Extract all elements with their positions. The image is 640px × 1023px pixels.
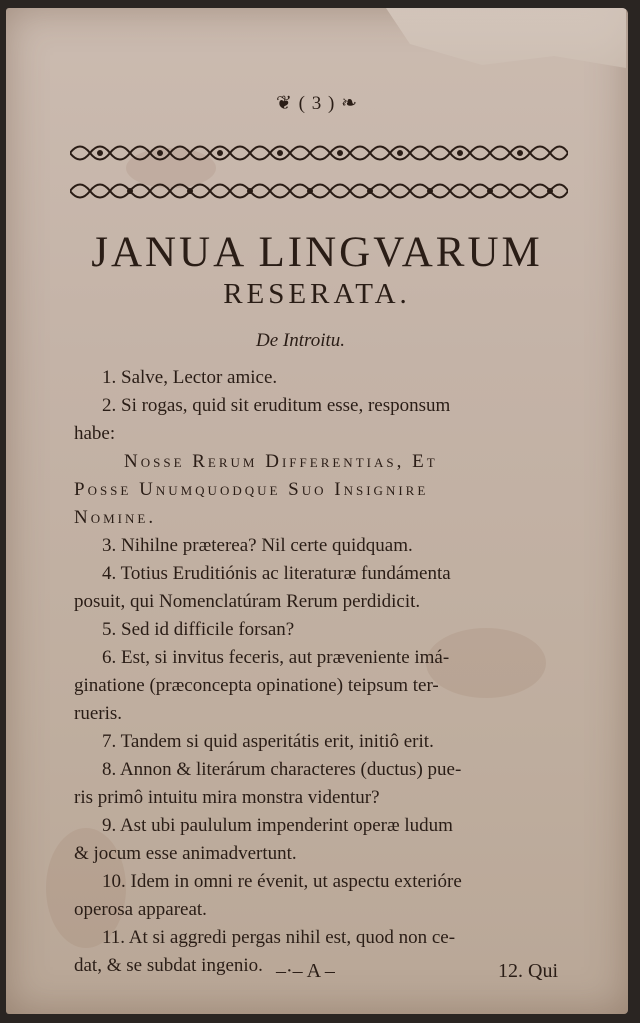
page-number-text: ( 3 ) [298, 93, 336, 114]
text-line: Posse Unumquodque Suo Insignire [74, 479, 429, 500]
text-line: 2. Si rogas, quid sit eruditum esse, responsum [102, 395, 451, 416]
text-line: posuit, qui Nomenclatúram Rerum perdidicit. [74, 591, 421, 612]
text-line: operosa appareat. [74, 899, 207, 920]
text-body [74, 364, 574, 980]
text-line: 7. Tandem si quid asperitátis erit, initiô erit. [102, 731, 434, 752]
ornament-band-top [70, 138, 568, 168]
text-line: 4. Totius Eruditiónis ac literaturæ fundámenta [102, 563, 451, 584]
section-heading: De Introitu. [256, 330, 346, 351]
text-line: 5. Sed id difficile forsan? [102, 619, 295, 640]
fleuron-left-icon: ❦ [276, 93, 299, 114]
text-line: 9. Ast ubi paululum impenderint operæ ludum [102, 815, 453, 836]
torn-corner [386, 8, 626, 68]
page-number [6, 92, 628, 115]
text-line: dat, & se subdat ingenio. [74, 955, 263, 976]
signature-mark [276, 960, 335, 983]
catchword: 12. Qui [498, 960, 558, 982]
text-line: 11. At si aggredi pergas nihil est, quod non ce- [102, 927, 456, 948]
fleuron-right-icon: ❧ [335, 93, 358, 114]
text-line: 10. Idem in omni re évenit, ut aspectu exterióre [102, 871, 462, 892]
text-line: ginatione (præconcepta opinatione) teipsum ter- [74, 675, 439, 696]
page-title: JANUA LINGVARUM [91, 229, 543, 276]
text-line: 6. Est, si invitus feceris, aut præveniente imá- [102, 647, 450, 668]
text-line: habe: [74, 423, 116, 444]
signature-letter: A [306, 960, 320, 982]
book-page [6, 8, 628, 1014]
page-subtitle: RESERATA. [223, 278, 411, 310]
dash-ornament-icon: – [319, 960, 335, 982]
text-line: Nomine. [74, 507, 157, 528]
text-line: 8. Annon & literárum characteres (ductus) pue- [102, 759, 462, 780]
text-line: 3. Nihilne præterea? Nil certe quidquam. [102, 535, 413, 556]
text-line: Nosse Rerum Differentias, Et [124, 451, 438, 472]
ornament-band-bottom [70, 176, 568, 206]
text-line: ris primô intuitu mira monstra videntur? [74, 787, 380, 808]
text-line: 1. Salve, Lector amice. [102, 367, 278, 388]
dash-ornament-icon: –·– [276, 960, 307, 982]
text-line: & jocum esse animadvertunt. [74, 843, 297, 864]
text-line: rueris. [74, 703, 123, 724]
